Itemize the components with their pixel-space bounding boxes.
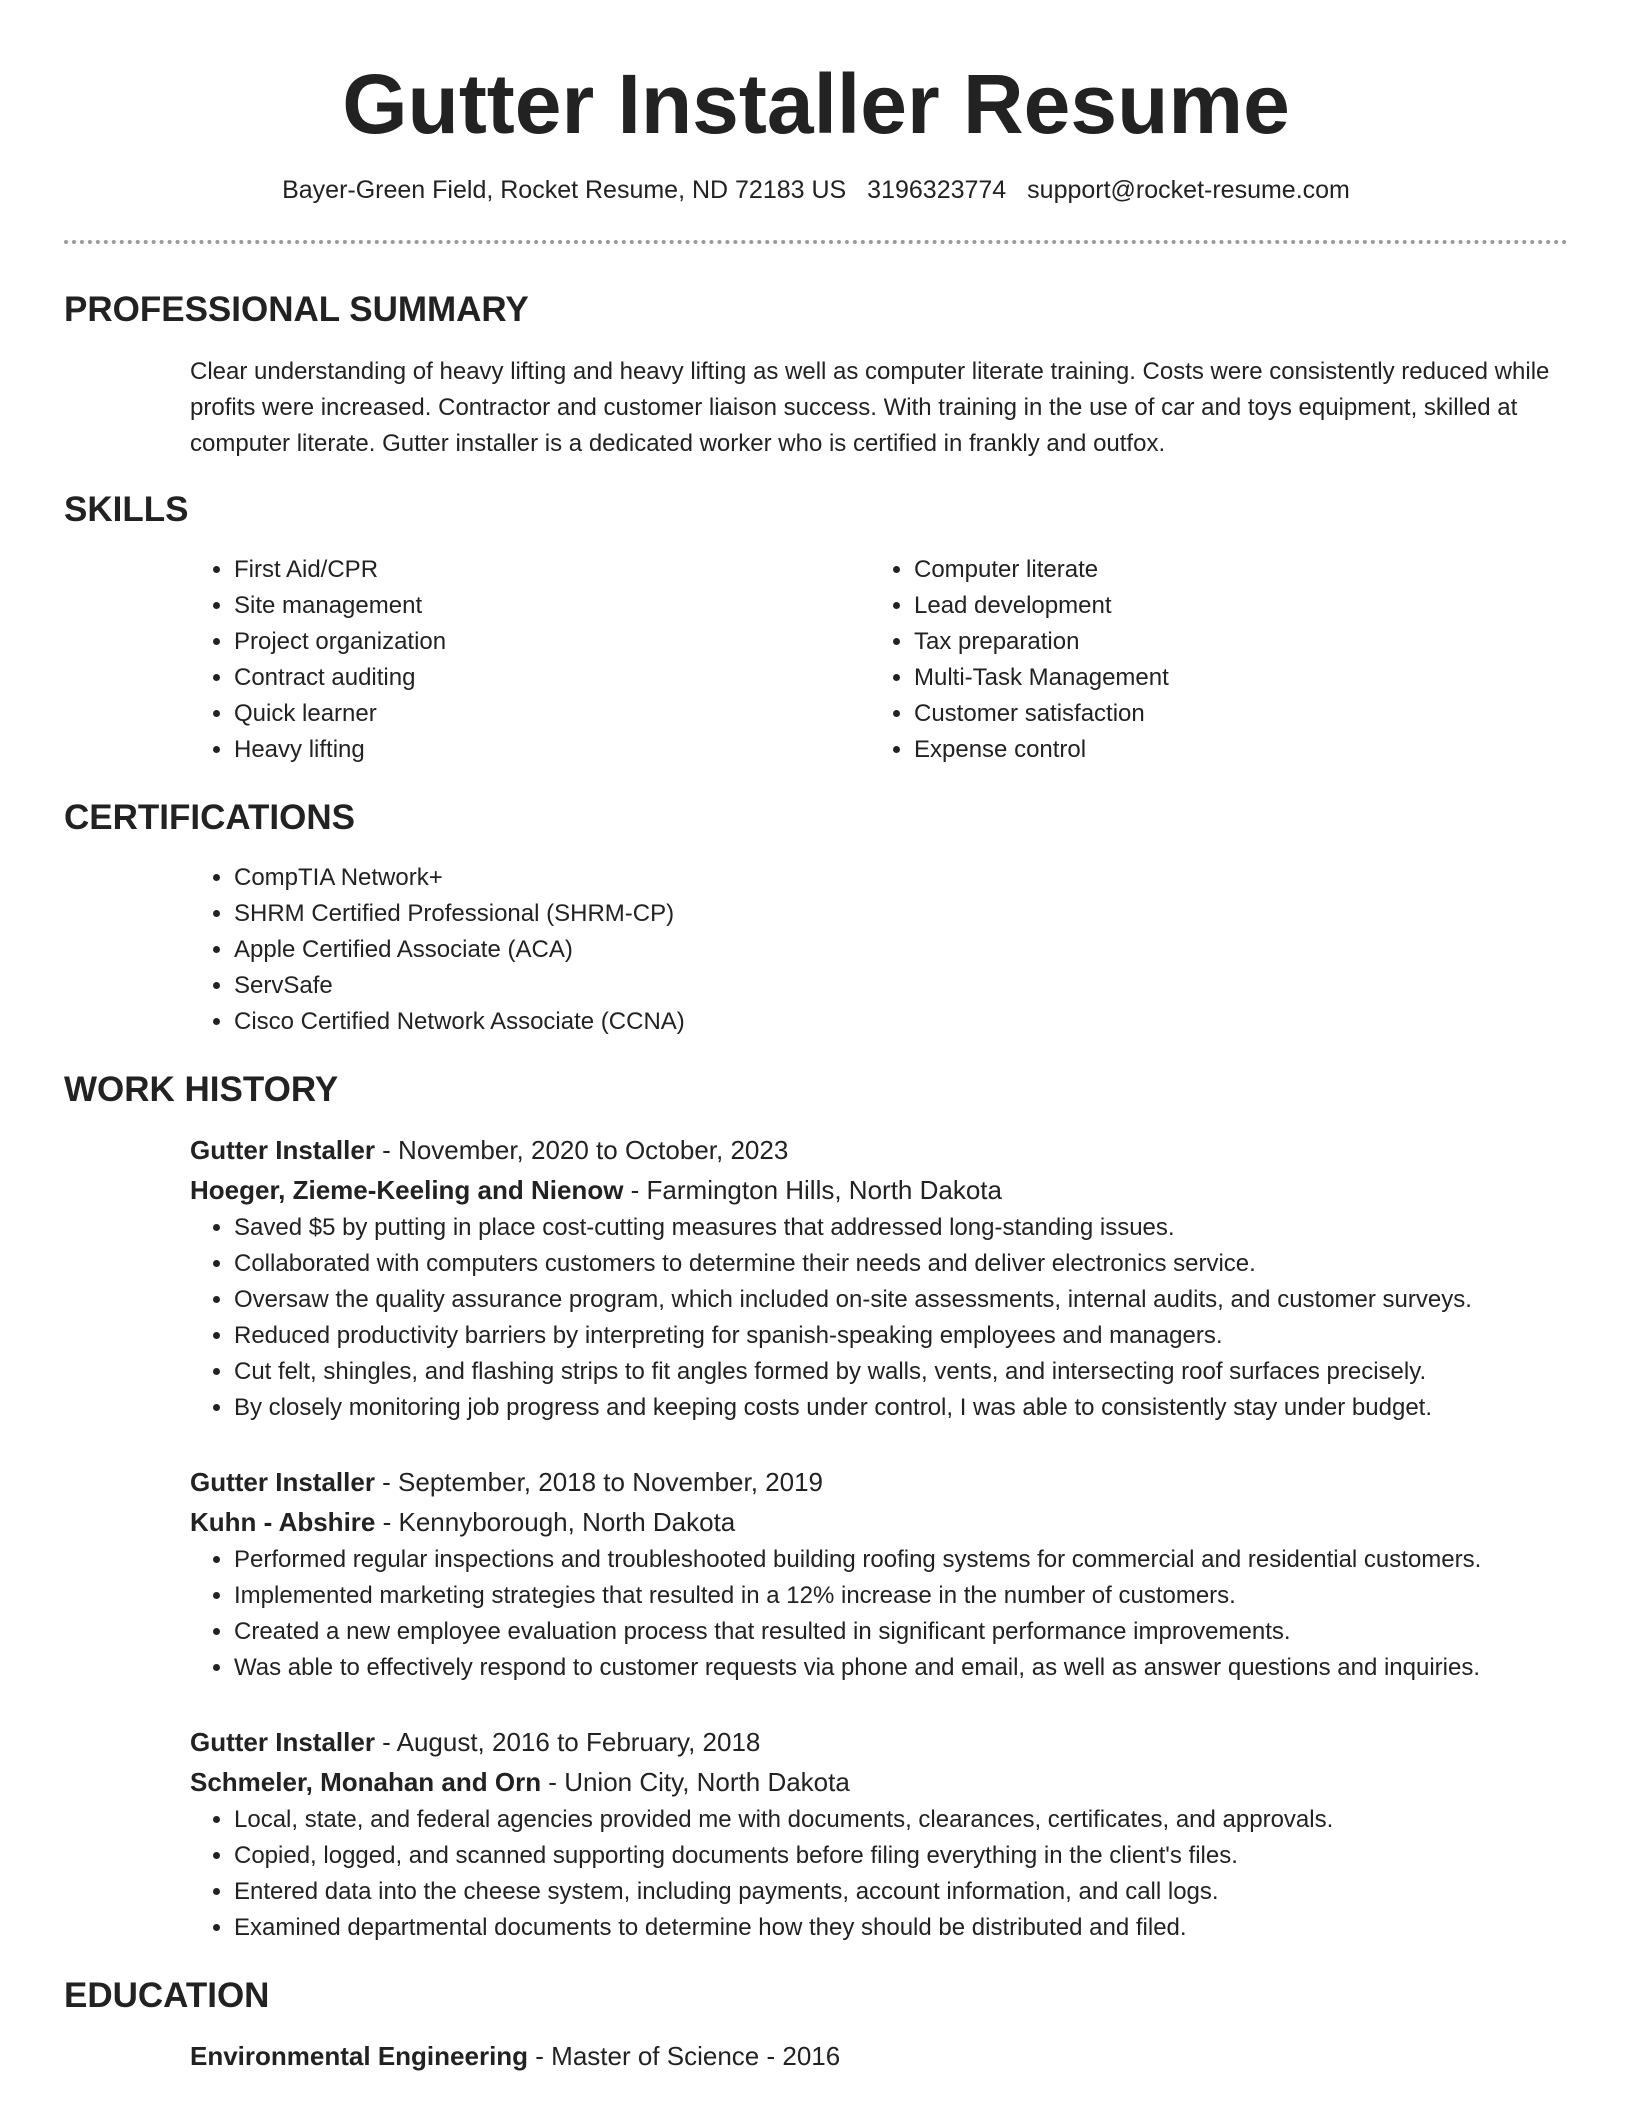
job-bullets [190,1210,1568,1426]
job-entry [190,1462,1568,1686]
job-role: Gutter Installer [190,1727,375,1757]
job-role-line [190,1130,1568,1170]
certification-item: • ServSafe [234,968,1568,1004]
skill-item: • Quick learner [234,696,870,732]
contact-email: support@rocket-resume.com [1027,176,1350,204]
job-bullet: • Local, state, and federal agencies provided me with documents, clearances, certificates, and approvals. [234,1802,1568,1838]
skill-item: • Expense control [914,732,1550,768]
job-role: Gutter Installer [190,1135,375,1165]
separator: - [375,1507,399,1537]
job-location: Kennyborough, North Dakota [398,1507,736,1537]
job-company-line [190,1170,1568,1210]
skill-item: • Customer satisfaction [914,696,1550,732]
certification-item: • Cisco Certified Network Associate (CCNA) [234,1004,1568,1040]
job-location: Union City, North Dakota [564,1767,850,1797]
skill-item: • Multi-Task Management [914,660,1550,696]
certifications-heading: CERTIFICATIONS [64,798,356,837]
skill-item: • Heavy lifting [234,732,870,768]
education-heading: EDUCATION [64,1976,270,2015]
job-bullet: • Reduced productivity barriers by interpreting for spanish-speaking employees and managers. [234,1318,1568,1354]
job-bullet: • Performed regular inspections and troubleshooted building roofing systems for commercial and residential customers. [234,1542,1568,1578]
job-location: Farmington Hills, North Dakota [646,1175,1002,1205]
skill-item: • Computer literate [914,552,1550,588]
job-company: Hoeger, Zieme-Keeling and Nienow [190,1175,624,1205]
separator: - [374,1467,399,1497]
skill-item: • Site management [234,588,870,624]
summary-heading: PROFESSIONAL SUMMARY [64,290,529,329]
skills-heading: SKILLS [64,490,189,529]
job-bullet: • Saved $5 by putting in place cost-cutting measures that addressed long-standing issues. [234,1210,1568,1246]
job-dates: August, 2016 to February, 2018 [396,1727,761,1757]
job-company: Schmeler, Monahan and Orn [190,1767,542,1797]
separator: - [623,1175,647,1205]
job-bullets [190,1802,1568,1946]
certification-item: • Apple Certified Associate (ACA) [234,932,1568,968]
job-company-line [190,1502,1568,1542]
separator: - [374,1727,397,1757]
summary-text: Clear understanding of heavy lifting and heavy lifting as well as computer literate training. Costs were consistently reduced while profits were increased. Contractor and customer liaison success. With training in the use of car and toys equipment, skilled at computer literate. Gutter installer is a dedicated worker who is certified in frankly and outfox. [190,358,1550,457]
contact-phone: 3196323774 [867,176,1007,204]
contact-line [64,174,1568,206]
job-dates: November, 2020 to October, 2023 [398,1135,789,1165]
job-bullet: • Entered data into the cheese system, including payments, account information, and call logs. [234,1874,1568,1910]
job-role-line [190,1462,1568,1502]
job-role-line [190,1722,1568,1762]
job-bullet: • Copied, logged, and scanned supporting documents before filing everything in the client's files. [234,1838,1568,1874]
work-history-heading: WORK HISTORY [64,1070,339,1109]
job-bullet: • Created a new employee evaluation process that resulted in significant performance improvements. [234,1614,1568,1650]
separator: - [374,1135,399,1165]
skill-item: • Project organization [234,624,870,660]
job-entry [190,1130,1568,1426]
job-bullet: • Cut felt, shingles, and flashing strips to fit angles formed by walls, vents, and intersecting roof surfaces precisely. [234,1354,1568,1390]
education-degree: Environmental Engineering [190,2041,529,2071]
skill-item: • First Aid/CPR [234,552,870,588]
skills-left-list [190,552,870,768]
job-company-line [190,1762,1568,1802]
job-bullets [190,1542,1568,1686]
certification-item: • CompTIA Network+ [234,860,1568,896]
job-role: Gutter Installer [190,1467,375,1497]
separator: - [541,1767,565,1797]
job-bullet: • Collaborated with computers customers to determine their needs and deliver electronics service. [234,1246,1568,1282]
job-dates: September, 2018 to November, 2019 [398,1467,823,1497]
job-bullet: • By closely monitoring job progress and keeping costs under control, I was able to consistently stay under budget. [234,1390,1568,1426]
resume-page [64,0,1568,2076]
resume-title: Gutter Installer Resume [342,57,1290,151]
header-divider [64,240,1568,244]
skill-item: • Tax preparation [914,624,1550,660]
education-details: - Master of Science - 2016 [528,2041,841,2071]
certifications-list-wrap [190,860,1568,1040]
job-company: Kuhn - Abshire [190,1507,376,1537]
skills-right-column [870,552,1550,768]
contact-address: Bayer-Green Field, Rocket Resume, ND 72183 US [282,176,847,204]
job-bullet: • Oversaw the quality assurance program, which included on-site assessments, internal audits, and customer surveys. [234,1282,1568,1318]
skills-left-column [190,552,870,768]
job-bullet: • Was able to effectively respond to customer requests via phone and email, as well as answer questions and inquiries. [234,1650,1568,1686]
job-bullet: • Implemented marketing strategies that resulted in a 12% increase in the number of customers. [234,1578,1568,1614]
certifications-list [190,860,1568,1040]
skills-right-list [870,552,1550,768]
certification-item: • SHRM Certified Professional (SHRM-CP) [234,896,1568,932]
skill-item: • Contract auditing [234,660,870,696]
job-entry [190,1722,1568,1946]
skill-item: • Lead development [914,588,1550,624]
education-entry [190,2036,1568,2076]
job-bullet: • Examined departmental documents to determine how they should be distributed and filed. [234,1910,1568,1946]
skills-columns [190,552,1568,768]
